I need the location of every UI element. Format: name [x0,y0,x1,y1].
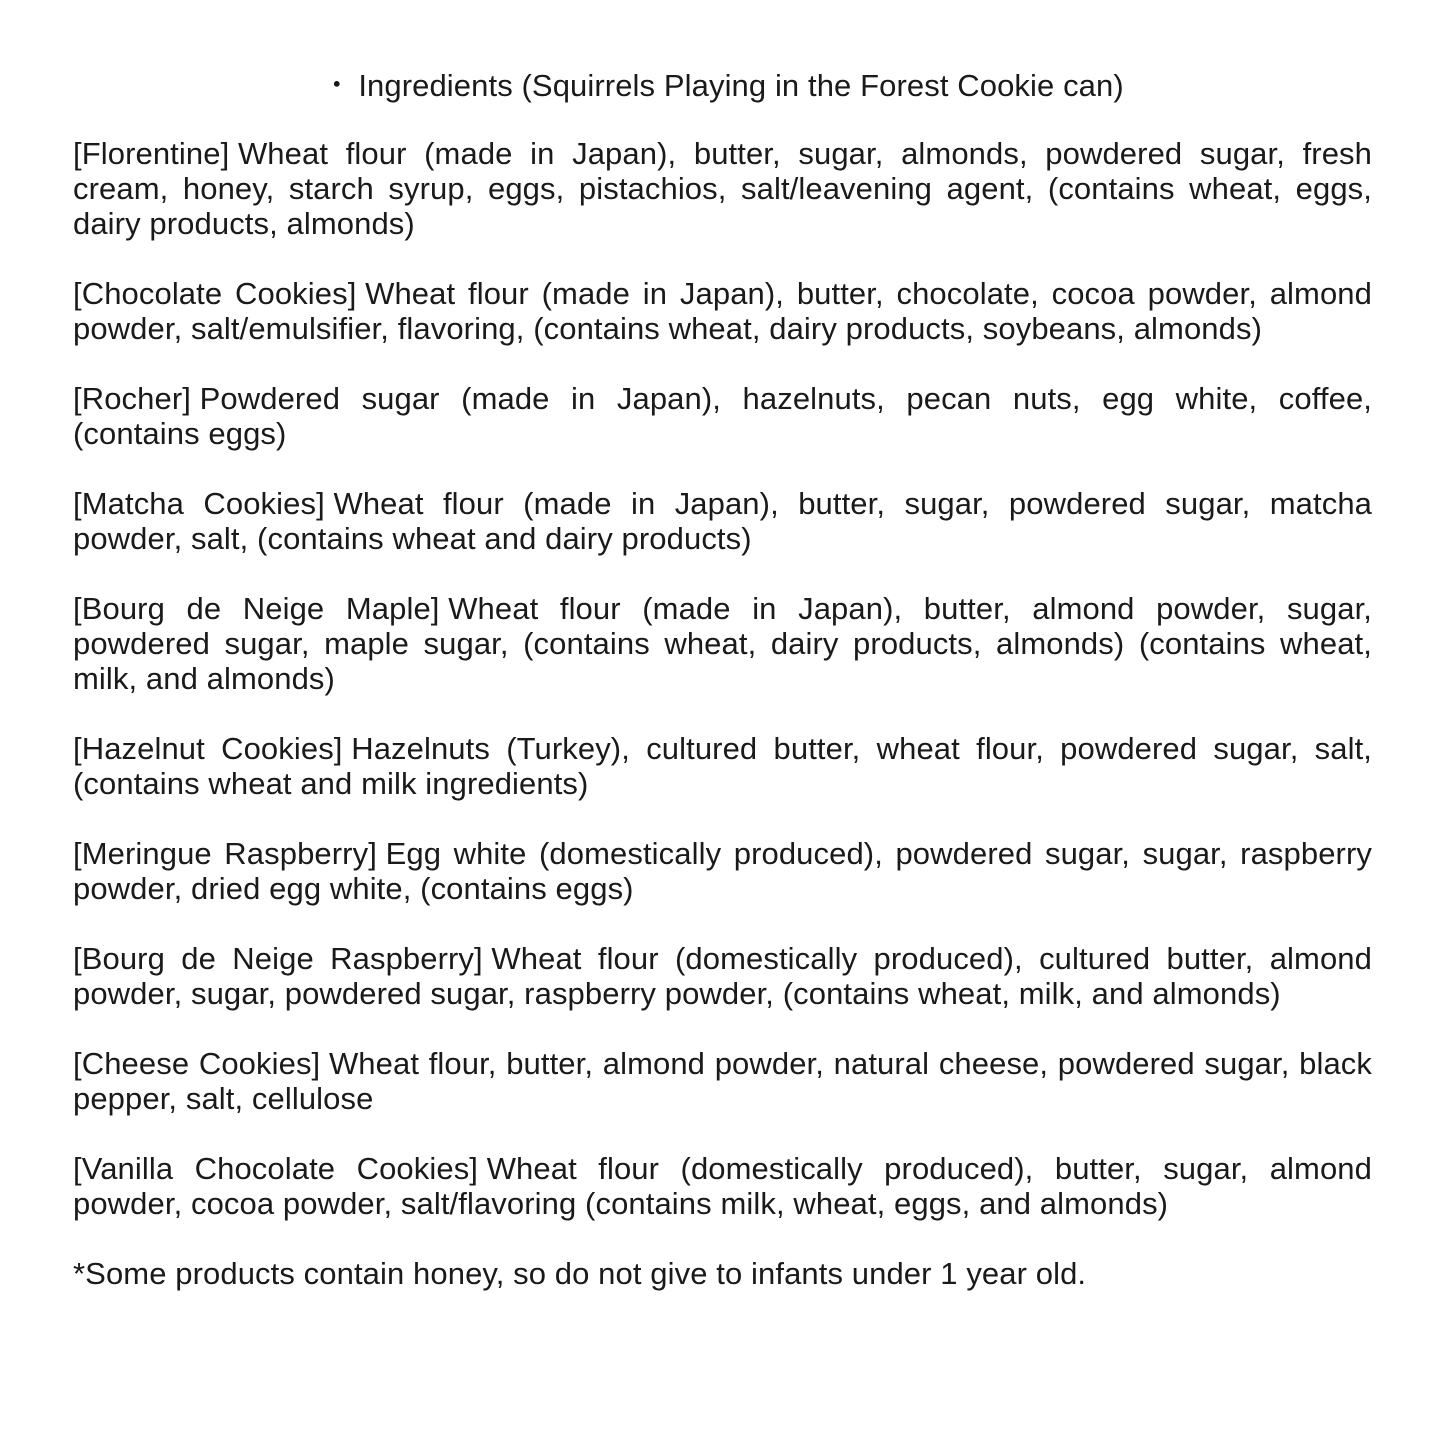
entry-text: Hazelnuts (Turkey), cultured butter, wheat flour, powdered sugar, salt, (contains wheat and milk ingredients) [73,731,1372,801]
entry-text: Wheat flour (made in Japan), butter, sugar, almonds, powdered sugar, fresh cream, honey, starch syrup, eggs, pistachios, salt/leavening agent, (contains wheat, eggs, dairy products, almonds) [73,136,1372,241]
ingredient-entry-hazelnut-cookies [73,731,1372,801]
honey-warning-note: *Some products contain honey, so do not give to infants under 1 year old. [73,1256,1087,1291]
ingredient-entry-matcha-cookies [73,486,1372,556]
ingredient-entry-chocolate-cookies [73,276,1372,346]
entry-tag: [Vanilla Chocolate Cookies] [73,1151,479,1186]
entry-text: Wheat flour, butter, almond powder, natural cheese, powdered sugar, black pepper, salt, cellulose [73,1046,1372,1116]
entry-text: Powdered sugar (made in Japan), hazelnuts, pecan nuts, egg white, coffee, (contains eggs) [73,381,1372,451]
ingredient-entry-meringue-raspberry [73,836,1372,906]
page-title [73,68,1372,104]
entry-tag: [Hazelnut Cookies] [73,731,343,766]
entry-text: Wheat flour (domestically produced), cultured butter, almond powder, sugar, powdered sugar, raspberry powder, (contains wheat, milk, and almonds) [73,941,1372,1011]
entry-tag: [Chocolate Cookies] [73,276,357,311]
ingredient-entry-florentine [73,136,1372,241]
ingredients-document [73,68,1372,1291]
entry-tag: [Cheese Cookies] [73,1046,321,1081]
title-text: Ingredients (Squirrels Playing in the Forest Cookie can) [358,68,1124,103]
entry-tag: [Bourg de Neige Maple] [73,591,440,626]
ingredient-entry-vanilla-chocolate-cookies [73,1151,1372,1221]
entry-text: Wheat flour (made in Japan), butter, chocolate, cocoa powder, almond powder, salt/emulsifier, flavoring, (contains wheat, dairy products, soybeans, almonds) [73,276,1372,346]
entry-tag: [Bourg de Neige Raspberry] [73,941,483,976]
ingredient-entry-rocher [73,381,1372,451]
entry-tag: [Florentine] [73,136,230,171]
ingredient-entry-bourg-de-neige-raspberry [73,941,1372,1011]
entry-tag: [Meringue Raspberry] [73,836,377,871]
entry-text: Egg white (domestically produced), powdered sugar, sugar, raspberry powder, dried egg white, (contains eggs) [73,836,1372,906]
entry-text: Wheat flour (made in Japan), butter, sugar, powdered sugar, matcha powder, salt, (contains wheat and dairy products) [73,486,1373,556]
entry-tag: [Rocher] [73,381,191,416]
entry-text: Wheat flour (made in Japan), butter, almond powder, sugar, powdered sugar, maple sugar, (contains wheat, dairy products, almonds) (contains wheat, milk, and almonds) [73,591,1372,696]
ingredient-entry-cheese-cookies [73,1046,1372,1116]
entry-tag: [Matcha Cookies] [73,486,325,521]
entry-text: Wheat flour (domestically produced), butter, sugar, almond powder, cocoa powder, salt/flavoring (contains milk, wheat, eggs, and almonds) [73,1151,1372,1221]
ingredient-entry-bourg-de-neige-maple [73,591,1372,696]
bullet-glyph: ・ [321,68,353,103]
